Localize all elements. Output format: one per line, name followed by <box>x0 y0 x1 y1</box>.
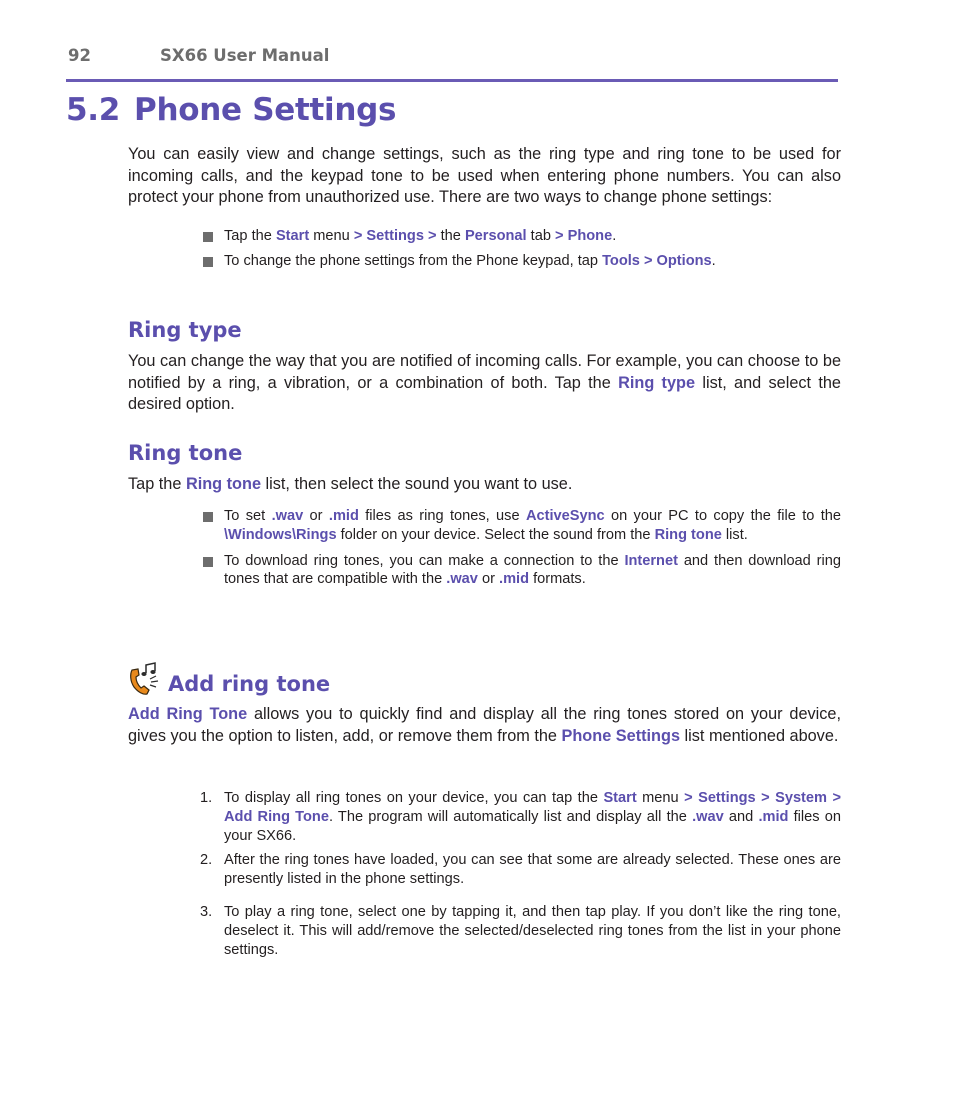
text-run: formats. <box>529 571 586 588</box>
text-run: . <box>612 228 617 244</box>
text-run: on your PC to copy the file to the <box>604 508 841 524</box>
text-run: To set <box>224 508 272 524</box>
text-run: or <box>477 571 500 588</box>
text-run: You can change the way that you are notified of incoming calls. For example, you can choose to be notified by a ring, a vibration, or a combination of both. Tap the <box>128 352 841 392</box>
step-number: 3. <box>200 903 213 920</box>
list-item <box>200 789 841 845</box>
menu-term-settings: > Settings > <box>353 228 437 244</box>
ways-list <box>200 227 841 271</box>
text-run: and <box>723 808 759 825</box>
ring-type-heading: Ring type <box>128 318 242 342</box>
text-run: folder on your device. Select the sound from the <box>336 526 655 543</box>
text-run: To display all ring tones on your device, you can tap the <box>224 790 604 806</box>
text-run: tab <box>526 228 556 244</box>
section-title <box>66 92 396 128</box>
list-item <box>200 851 841 889</box>
step-number: 1. <box>200 790 213 806</box>
list-item <box>200 507 841 545</box>
menu-term-tools-options: Tools > Options <box>602 252 712 269</box>
add-ring-tone-heading: Add ring tone <box>168 672 331 696</box>
menu-term-start: Start <box>275 228 310 244</box>
text-run: files as ring tones, use <box>358 508 526 524</box>
header-rule <box>66 79 838 82</box>
add-ring-tone-paragraph <box>128 704 841 747</box>
bullet-square-icon <box>203 232 213 242</box>
menu-term-path: > Settings > System > Add Ring Tone <box>224 790 841 825</box>
list-item <box>200 252 841 271</box>
phone-music-icon <box>128 661 162 697</box>
manual-title: SX66 User Manual <box>160 46 330 65</box>
section-number: 5.2 <box>66 92 121 128</box>
text-run: or <box>303 508 329 524</box>
bullet-square-icon <box>203 557 213 567</box>
text-run: To change the phone settings from the Phone keypad, tap <box>224 252 603 269</box>
step-number: 2. <box>200 852 213 869</box>
list-item <box>200 903 841 959</box>
text-run: . <box>711 252 716 269</box>
text-run: allows you to quickly find and display all the ring tones stored on your device, gives you the option to listen, add, or remove them from the <box>128 705 841 745</box>
page-number: 92 <box>68 46 91 65</box>
term-internet: Internet <box>624 552 678 569</box>
text-run: list. <box>721 526 748 543</box>
menu-term-phone: > Phone <box>555 228 613 244</box>
text-run: Tap the <box>128 475 186 493</box>
term-ring-tone: Ring tone <box>654 526 722 543</box>
ring-tone-paragraph <box>128 474 841 496</box>
intro-paragraph: You can easily view and change settings, such as the ring type and ring tone to be used for incoming calls, and the keypad tone to be used when entering phone numbers. You can also protect your phone from unauthorized use. There are two ways to change phone settings: <box>128 145 841 207</box>
term-mid: .mid <box>499 571 530 588</box>
bullet-square-icon <box>203 512 213 522</box>
term-wav: .wav <box>271 508 304 524</box>
term-windows-rings: \Windows\Rings <box>224 526 337 543</box>
add-ring-tone-steps <box>200 789 841 959</box>
text-run: the <box>436 228 465 244</box>
ring-tone-heading: Ring tone <box>128 441 243 465</box>
text-run: Tap the <box>224 228 276 244</box>
text-run: . The program will automatically list and display all the <box>328 808 693 825</box>
ring-type-paragraph <box>128 351 841 416</box>
text-run: menu <box>309 228 354 244</box>
term-activesync: ActiveSync <box>525 508 605 524</box>
text-run: list, and select the desired option. <box>128 373 841 414</box>
term-add-ring-tone: Add Ring Tone <box>128 705 248 723</box>
text-run: To download ring tones, you can make a connection to the <box>224 552 625 569</box>
ring-tone-list <box>200 507 841 589</box>
list-item <box>200 227 841 246</box>
text-run: list mentioned above. <box>680 726 839 745</box>
text-run: To play a ring tone, select one by tapping it, and then tap play. If you don’t like the ring tone, deselect it. This will add/remove the selected/deselected ring tones from the list in your phone settings. <box>224 903 841 958</box>
text-run: After the ring tones have loaded, you can see that some are already selected. These ones are presently listed in the phone settings. <box>224 852 841 888</box>
text-run: and then download ring tones that are compatible with the <box>224 552 841 588</box>
text-run: menu <box>636 790 685 806</box>
text-run: files on your SX66. <box>224 808 841 844</box>
term-ring-type: Ring type <box>618 373 696 392</box>
bullet-square-icon <box>203 257 213 267</box>
text-run: list, then select the sound you want to use. <box>261 475 573 493</box>
list-item <box>200 552 841 590</box>
term-ring-tone: Ring tone <box>185 475 261 493</box>
term-phone-settings: Phone Settings <box>561 726 681 745</box>
term-wav: .wav <box>692 808 724 825</box>
menu-term-start: Start <box>603 790 637 806</box>
term-mid: .mid <box>758 808 789 825</box>
menu-term-personal: Personal <box>464 228 527 244</box>
term-mid: .mid <box>328 508 359 524</box>
term-wav: .wav <box>446 571 478 588</box>
section-title-text: Phone Settings <box>134 92 397 128</box>
